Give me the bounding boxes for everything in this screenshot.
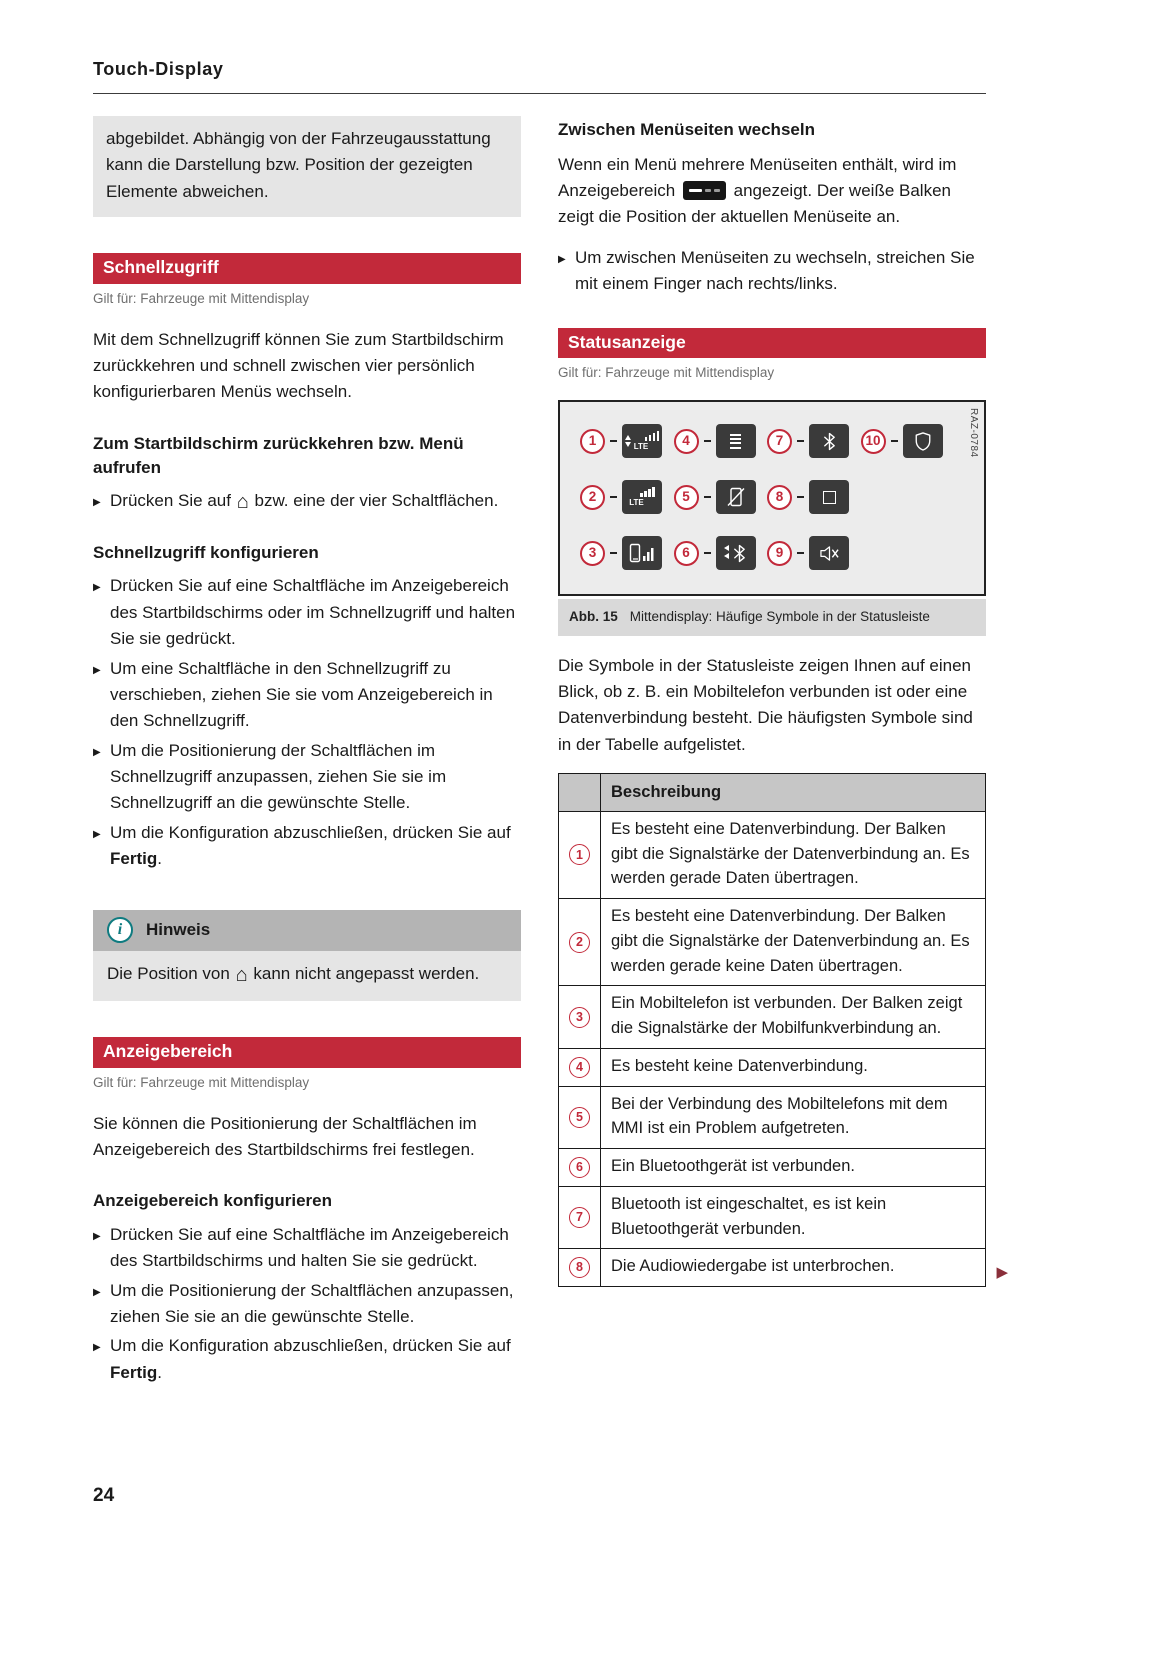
phone-signal-icon — [622, 536, 662, 570]
table-header-description: Beschreibung — [601, 774, 986, 812]
figure-item — [580, 424, 674, 458]
callout-dash — [704, 552, 711, 554]
bluetooth-connected-icon — [716, 536, 756, 570]
paragraph: Sie können die Positionierung der Schaltflächen im Anzeigebereich des Startbildschirms frei festlegen. — [93, 1113, 477, 1159]
stop-square-icon — [809, 480, 849, 514]
page-number: 24 — [93, 1485, 115, 1506]
bullet-text: Um zwischen Menüseiten zu wechseln, streichen Sie mit einem Finger nach rechts/links. — [575, 247, 975, 294]
row-number-badge: 1 — [569, 844, 590, 865]
figure-caption — [558, 599, 986, 636]
bullet-list — [558, 245, 986, 298]
row-description: Bluetooth ist eingeschaltet, es ist kein Bluetoothgerät verbunden. — [601, 1186, 986, 1249]
callout-dash — [797, 552, 804, 554]
content-columns — [93, 116, 1008, 1389]
callout-number: 2 — [580, 485, 605, 510]
callout-number: 9 — [767, 541, 792, 566]
callout-number: 8 — [767, 485, 792, 510]
row-number-badge: 4 — [569, 1057, 590, 1078]
figure-caption-text: Mittendisplay: Häufige Symbole in der Statusleiste — [629, 609, 930, 625]
signal-bars-icon — [716, 424, 756, 458]
continuation-arrow-icon: ▶ — [996, 1263, 1008, 1281]
page-header — [93, 56, 986, 94]
text-fragment: kann nicht angepasst werden. — [248, 963, 480, 983]
table-row — [559, 1149, 986, 1187]
page-indicator-icon — [683, 181, 726, 200]
subheading: Anzeigebereich konfigurieren — [93, 1191, 332, 1211]
section-header-anzeigebereich: Anzeigebereich — [93, 1037, 521, 1068]
table-row — [559, 1186, 986, 1249]
figure-item — [767, 480, 861, 514]
callout-dash — [704, 496, 711, 498]
callout-dash — [704, 440, 711, 442]
connected-arrows-icon — [724, 545, 729, 561]
symbol-description-table — [558, 773, 986, 1287]
list-item — [93, 1278, 521, 1331]
callout-dash — [797, 496, 804, 498]
bullet-text: Um eine Schaltfläche in den Schnellzugriff zu verschieben, ziehen Sie sie vom Anzeigebereich in den Schnellzugriff. — [110, 658, 493, 731]
list-item — [93, 488, 521, 514]
bullet-list — [93, 488, 521, 514]
subheading: Zwischen Menüseiten wechseln — [558, 120, 815, 139]
row-description: Es besteht keine Datenverbindung. — [601, 1048, 986, 1086]
bullet-text: Drücken Sie auf eine Schaltfläche im Anzeigebereich des Startbildschirms oder im Schnellzugriff und halten Sie sie gedrückt. — [110, 576, 516, 649]
status-symbols-figure — [558, 400, 986, 596]
bullet-arrow-icon: ▶ — [93, 497, 101, 509]
hinweis-title: Hinweis — [146, 920, 211, 940]
page-bar — [705, 189, 711, 192]
section-header-statusanzeige: Statusanzeige — [558, 328, 986, 359]
callout-dash — [610, 496, 617, 498]
list-item — [93, 820, 521, 873]
list-item — [93, 1333, 521, 1386]
subheading: Zum Startbildschirm zurückkehren bzw. Menü aufrufen — [93, 433, 464, 477]
callout-number: 5 — [674, 485, 699, 510]
figure-caption-label: Abb. 15 — [569, 609, 618, 625]
bullet-list — [93, 1222, 521, 1386]
row-description: Es besteht eine Datenverbindung. Der Balken gibt die Signalstärke der Datenverbindung an. Es werden gerade keine Daten übertragen. — [601, 899, 986, 986]
active-page-bar — [689, 189, 702, 192]
bullet-arrow-icon: ▶ — [93, 664, 101, 676]
table-header-symbol-column — [559, 774, 601, 812]
lte-signal-icon: LTE — [622, 480, 662, 514]
row-number-badge: 6 — [569, 1157, 590, 1178]
row-description: Es besteht eine Datenverbindung. Der Balken gibt die Signalstärke der Datenverbindung an. Es werden gerade Daten übertragen. — [601, 811, 986, 898]
callout-dash — [797, 440, 804, 442]
figure-item — [580, 536, 674, 570]
paragraph — [558, 152, 986, 231]
table-row — [559, 1086, 986, 1149]
row-description: Ein Mobiltelefon ist verbunden. Der Balken zeigt die Signalstärke der Mobilfunkverbindung an. — [601, 986, 986, 1049]
callout-number: 1 — [580, 429, 605, 454]
text-fragment: Wenn ein Menü mehrere Menüseiten enthält, wird im Anzeigebereich — [558, 154, 957, 201]
page-bar — [714, 189, 720, 192]
page-title: Touch-Display — [93, 59, 224, 79]
bullet-arrow-icon: ▶ — [93, 1286, 101, 1298]
text-fragment: bzw. eine der vier Schaltflächen. — [249, 491, 499, 511]
lte-signal-transfer-icon: LTE — [622, 424, 662, 458]
text-fragment: Um die Konfiguration abzuschließen, drücken Sie auf — [110, 822, 511, 842]
paragraph: Mit dem Schnellzugriff können Sie zum Startbildschirm zurückkehren und schnell zwischen vier persönlich konfigurierbaren Menüs wechseln. — [93, 329, 504, 402]
header-rule — [93, 93, 986, 94]
bullet-text: Um die Positionierung der Schaltflächen im Schnellzugriff anzupassen, ziehen Sie sie im Schnellzugriff an die gewünschte Stelle. — [110, 740, 447, 813]
bullet-arrow-icon: ▶ — [93, 1342, 101, 1354]
callout-number: 7 — [767, 429, 792, 454]
row-description: Die Audiowiedergabe ist unterbrochen. — [601, 1249, 986, 1287]
row-number-badge: 5 — [569, 1107, 590, 1128]
callout-number: 4 — [674, 429, 699, 454]
figure-item-empty — [861, 480, 955, 514]
list-item — [558, 245, 986, 298]
text-fragment: . — [157, 1362, 162, 1382]
figure-item — [580, 480, 674, 514]
text-fragment: angezeigt. Der weiße Balken zeigt die Position der aktuellen Menüseite an. — [558, 181, 951, 227]
list-item — [93, 1222, 521, 1275]
bullet-text — [110, 488, 521, 514]
row-number-badge: 8 — [569, 1257, 590, 1278]
paragraph: Die Symbole in der Statusleiste zeigen Ihnen auf einen Blick, ob z. B. ein Mobiltelefon verbunden ist oder eine Datenverbindung besteht. Die häufigsten Symbole sind in der Tabelle aufgelistet. — [558, 655, 973, 754]
home-icon: ⌂ — [236, 491, 249, 514]
transfer-arrows-icon — [625, 435, 631, 447]
table-row — [559, 899, 986, 986]
hinweis-box — [93, 910, 521, 1001]
shield-icon — [903, 424, 943, 458]
figure-item-empty — [861, 536, 955, 570]
applies-note: Gilt für: Fahrzeuge mit Mittendisplay — [93, 290, 310, 306]
bullet-arrow-icon: ▶ — [93, 828, 101, 840]
bullet-text — [110, 820, 521, 873]
carryover-text-box: abgebildet. Abhängig von der Fahrzeugausstattung kann die Darstellung bzw. Position der gezeigten Elemente abweichen. — [93, 116, 521, 217]
figure-watermark: RAZ-0784 — [968, 408, 979, 458]
speaker-muted-icon — [809, 536, 849, 570]
bold-keyword: Fertig — [110, 1362, 158, 1382]
table-row — [559, 811, 986, 898]
list-item — [93, 573, 521, 652]
bluetooth-icon — [809, 424, 849, 458]
hinweis-body — [93, 951, 521, 1001]
callout-dash — [610, 552, 617, 554]
home-icon: ⌂ — [235, 963, 248, 986]
symbol-table-wrap — [558, 773, 1008, 1287]
list-item — [93, 656, 521, 735]
table-row — [559, 1249, 986, 1287]
left-column — [93, 116, 521, 1389]
row-description: Bei der Verbindung des Mobiltelefons mit dem MMI ist ein Problem aufgetreten. — [601, 1086, 986, 1149]
bullet-arrow-icon: ▶ — [93, 746, 101, 758]
text-fragment: Die Position von — [107, 963, 235, 983]
bullet-list — [93, 573, 521, 872]
table-header-row — [559, 774, 986, 812]
callout-number: 3 — [580, 541, 605, 566]
table-row — [559, 986, 986, 1049]
figure-item — [767, 424, 861, 458]
section-header-schnellzugriff: Schnellzugriff — [93, 253, 521, 284]
hinweis-header — [93, 910, 521, 950]
callout-number: 10 — [861, 429, 886, 454]
figure-grid — [580, 424, 954, 570]
bullet-text: Um die Positionierung der Schaltflächen anzupassen, ziehen Sie sie an die gewünschte Stelle. — [110, 1280, 514, 1327]
row-number-badge: 2 — [569, 932, 590, 953]
text-fragment: Um die Konfiguration abzuschließen, drücken Sie auf — [110, 1336, 511, 1356]
subheading: Schnellzugriff konfigurieren — [93, 542, 319, 562]
table-row — [559, 1048, 986, 1086]
callout-number: 6 — [674, 541, 699, 566]
callout-dash — [891, 440, 898, 442]
bold-keyword: Fertig — [110, 848, 158, 868]
row-number-badge: 7 — [569, 1207, 590, 1228]
info-icon: i — [107, 917, 133, 943]
figure-item — [861, 424, 955, 458]
applies-note: Gilt für: Fahrzeuge mit Mittendisplay — [93, 1074, 310, 1090]
bullet-arrow-icon: ▶ — [558, 253, 566, 265]
text-fragment: . — [157, 848, 162, 868]
bullet-text: Drücken Sie auf eine Schaltfläche im Anzeigebereich des Startbildschirms und halten Sie sie gedrückt. — [110, 1225, 509, 1271]
bullet-text — [110, 1333, 521, 1386]
phone-error-icon — [716, 480, 756, 514]
list-item — [93, 738, 521, 817]
row-description: Ein Bluetoothgerät ist verbunden. — [601, 1149, 986, 1187]
figure-item — [674, 536, 768, 570]
figure-item — [674, 424, 768, 458]
callout-dash — [610, 440, 617, 442]
right-column — [558, 116, 1008, 1389]
figure-item — [674, 480, 768, 514]
bullet-arrow-icon: ▶ — [93, 1231, 101, 1243]
applies-note: Gilt für: Fahrzeuge mit Mittendisplay — [558, 365, 775, 381]
text-fragment: Drücken Sie auf — [110, 491, 236, 511]
bullet-arrow-icon: ▶ — [93, 582, 101, 594]
row-number-badge: 3 — [569, 1007, 590, 1028]
figure-item — [767, 536, 861, 570]
